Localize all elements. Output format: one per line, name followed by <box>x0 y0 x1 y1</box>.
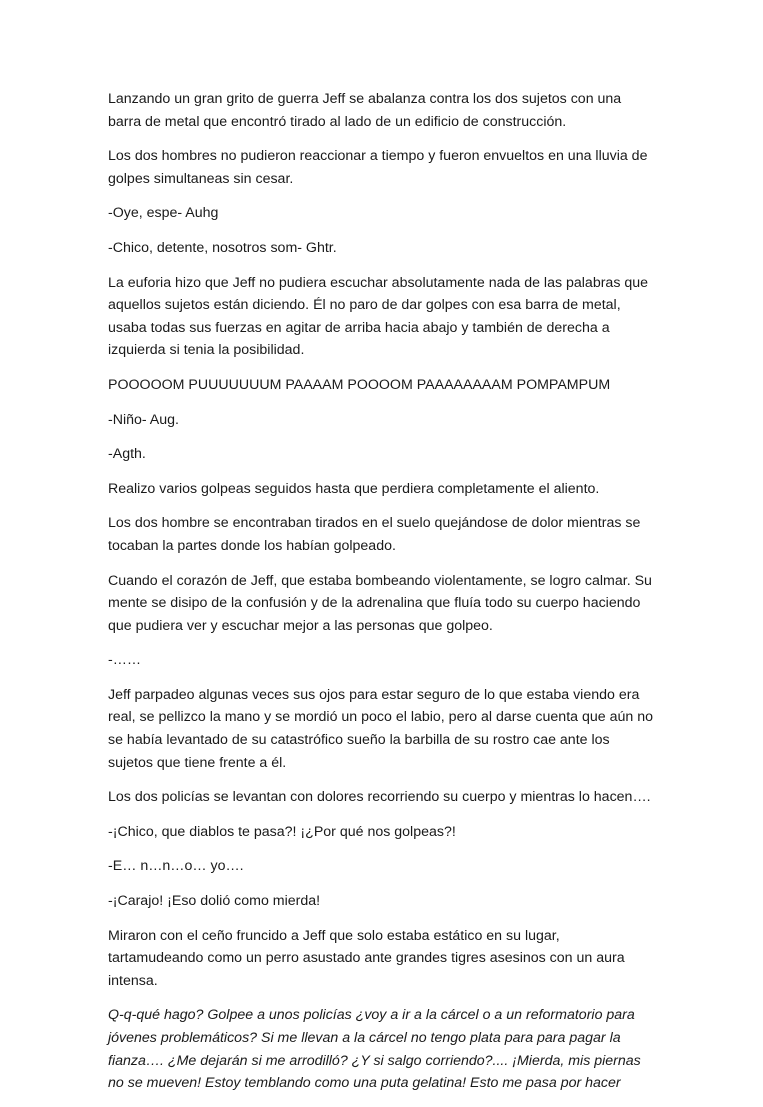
paragraph: La euforia hizo que Jeff no pudiera escuchar absolutamente nada de las palabras que aquellos sujetos están diciendo. Él no paro de dar golpes con esa barra de metal, usaba todas sus fuerzas en agitar de arriba hacia abajo y también de derecha a izquierda si tenia la posibilidad. <box>108 274 649 359</box>
dialogue-line: -Niño- Aug. <box>108 411 179 428</box>
dialogue-line: -¡Carajo! ¡Eso dolió como mierda! <box>108 893 321 910</box>
dialogue-line: -E… n…n…o… yo…. <box>108 858 244 875</box>
dialogue-line: -¡Chico, que diablos te pasa?! ¡¿Por qué nos golpeas?! <box>108 823 456 840</box>
paragraph: Los dos hombre se encontraban tirados en el suelo quejándose de dolor mientras se tocaban la partes donde los habían golpeado. <box>108 515 641 554</box>
dialogue-line: -Chico, detente, nosotros som- Ghtr. <box>108 239 337 256</box>
paragraph: Cuando el corazón de Jeff, que estaba bombeando violentamente, se logro calmar. Su mente se disipo de la confusión y de la adrenalina que fluía todo su cuerpo haciendo que pudiera ver y escuchar mejor a las personas que golpeo. <box>108 572 652 634</box>
dialogue-line: -Agth. <box>108 446 146 463</box>
paragraph: Realizo varios golpeas seguidos hasta que perdiera completamente el aliento. <box>108 480 600 497</box>
paragraph: Jeff parpadeo algunas veces sus ojos para estar seguro de lo que estaba viendo era real, se pellizco la mano y se mordió un poco el labio, pero al darse cuenta que aún no se había levantado de su catastrófico sueño la barbilla de su rostro cae ante los sujetos que tiene frente a él. <box>108 686 653 771</box>
document-page <box>108 88 656 1107</box>
paragraph: Los dos hombres no pudieron reaccionar a tiempo y fueron envueltos en una lluvia de golpes simultaneas sin cesar. <box>108 148 648 187</box>
sound-effect-line: POOOOOM PUUUUUUUM PAAAAM POOOOM PAAAAAAAAM POMPAMPUM <box>108 376 611 393</box>
dialogue-line: -Oye, espe- Auhg <box>108 205 219 222</box>
paragraph: Miraron con el ceño fruncido a Jeff que solo estaba estático en su lugar, tartamudeando como un perro asustado ante grandes tigres asesinos con un aura intensa. <box>108 927 625 989</box>
paragraph: Los dos policías se levantan con dolores recorriendo su cuerpo y mientras lo hacen…. <box>108 789 651 806</box>
dialogue-line: -…… <box>108 652 142 669</box>
paragraph: Lanzando un gran grito de guerra Jeff se abalanza contra los dos sujetos con una barra de metal que encontró tirado al lado de un edificio de construcción. <box>108 91 622 130</box>
inner-thought-paragraph: Q-q-qué hago? Golpee a unos policías ¿voy a ir a la cárcel o a un reformatorio para jóvenes problemáticos? Si me llevan a la cárcel no tengo plata para para pagar la fianza…. ¿Me dejarán si me arrodilló? ¿Y si salgo corriendo?.... ¡Mierda, mis piernas no se mueven! Estoy temblando como una puta gelatina! Esto me pasa por hacer <box>108 1007 641 1092</box>
